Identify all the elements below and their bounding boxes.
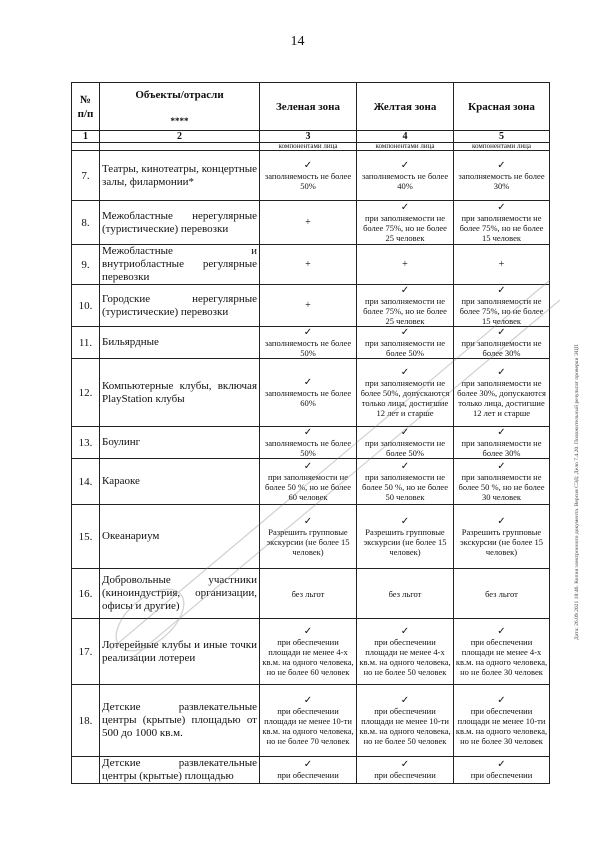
header-objects-note: **** [170,116,189,126]
column-index: 2 [100,131,260,143]
zone-condition-text: при заполняемости не более 30% [461,337,542,358]
green-zone-cell [260,757,357,784]
row-number: 18. [72,685,100,757]
checkmark-icon: ✓ [303,694,313,706]
red-zone-cell [454,359,550,427]
checkmark-icon: ✓ [400,515,410,527]
checkmark-icon: ✓ [497,694,506,706]
red-zone-cell [454,685,550,757]
object-name: Компьютерные клубы, включая PlayStation клубы [100,359,260,427]
yellow-zone-cell [357,505,454,569]
zone-condition-text: при обеспечении площади не менее 4-х кв.м. на одного человека, но не более 60 человек [262,636,354,677]
checkmark-icon: ✓ [303,426,313,438]
green-zone-cell [260,459,357,505]
red-zone-cell [454,201,550,245]
zone-condition-text: при заполняемости не более 50% [365,337,445,358]
zone-condition-text: при обеспечении площади не менее 4-х кв.м. на одного человека, но не более 30 человек [455,636,548,677]
checkmark-icon: ✓ [497,326,506,338]
checkmark-icon: ✓ [400,460,410,472]
zone-condition-text: при заполняемости не более 30%, допускаются только лица, достигшие 12 лет и старше [457,377,546,418]
checkmark-icon: ✓ [303,759,313,770]
zone-condition-text: заполняемость не более 50% [264,437,352,458]
zone-condition-text: при обеспечении [277,770,339,780]
zone-condition-text: при заполняемости не более 75%, но не более 25 человек [363,295,447,326]
red-zone-cell [454,427,550,459]
row-number: 8. [72,201,100,245]
continuation-text: компонентами лица [260,143,357,151]
checkmark-icon: ✓ [400,366,410,378]
zone-condition-text: при заполняемости не более 75%, но не более 15 человек [459,295,544,326]
table-row [72,245,550,285]
yellow-zone-cell [357,685,454,757]
zone-condition-text: при заполняемости не более 50 %, но не более 30 человек [458,471,545,502]
yellow-zone-cell [357,569,454,619]
row-number: 11. [72,327,100,359]
green-zone-cell [260,151,357,201]
table-row [72,151,550,201]
zone-condition-text: без льгот [291,588,325,599]
column-index: 4 [357,131,454,143]
red-zone-cell [454,505,550,569]
row-number: 13. [72,427,100,459]
row-number: 17. [72,619,100,685]
zone-condition-text: + [305,217,311,228]
zone-condition-text: при обеспечении [374,770,436,780]
row-number: 15. [72,505,100,569]
zone-condition-text: заполняемость не более 40% [361,170,449,191]
yellow-zone-cell [357,327,454,359]
table-row [72,619,550,685]
object-name: Городские нерегулярные (туристические) перевозки [100,285,260,327]
checkmark-icon: ✓ [400,201,410,213]
zone-condition-text: при заполняемости не более 50% [365,437,445,458]
zone-condition-text: при заполняемости не более 50%, допускаются только лица, достигшие 12 лет и старше [360,377,450,418]
continuation-text: компонентами лица [357,143,454,151]
header-objects [100,83,260,131]
object-name: Лотерейные клубы и иные точки реализации лотереи [100,619,260,685]
column-index: 5 [454,131,550,143]
checkmark-icon: ✓ [497,515,506,527]
red-zone-cell [454,327,550,359]
header-number: № п/п [72,83,100,131]
green-zone-cell [260,427,357,459]
zone-condition-text: при заполняемости не более 50 %, но не более 60 человек [265,471,351,502]
header-green-zone: Зеленая зона [260,83,357,131]
continuation-row [72,143,550,151]
page-number: 14 [290,34,305,49]
checkmark-icon: ✓ [400,426,410,438]
yellow-zone-cell [357,285,454,327]
zone-condition-text: при обеспечении площади не менее 10-ти кв.м. на одного человека, но не более 70 человек [262,705,354,746]
table-row [72,201,550,245]
checkmark-icon: ✓ [400,159,410,171]
zone-condition-text: + [498,259,505,270]
checkmark-icon: ✓ [497,159,506,171]
green-zone-cell [260,327,357,359]
green-zone-cell [260,359,357,427]
green-zone-cell [260,619,357,685]
red-zone-cell [454,151,550,201]
zone-condition-text: при заполняемости не более 75%, но не более 25 человек [363,212,447,243]
zone-condition-text: заполняемость не более 50% [264,170,352,191]
table-row [72,359,550,427]
zone-condition-text: при обеспечении площади не менее 10-ти кв.м. на одного человека, но не более 30 человек [455,705,548,746]
yellow-zone-cell [357,459,454,505]
yellow-zone-cell [357,619,454,685]
zone-condition-text: при обеспечении площади не менее 10-ти кв.м. на одного человека, но не более 50 человек [359,705,451,746]
object-name: Детские развлекательные центры (крытые) площадью [100,757,260,784]
red-zone-cell [454,569,550,619]
row-number [72,757,100,784]
zone-condition-text: заполняемость не более 30% [458,170,545,191]
continuation-text: компонентами лица [454,143,550,151]
row-number: 10. [72,285,100,327]
zone-condition-text: Разрешить групповые экскурсии (не более 15 человек) [363,526,447,557]
column-index: 1 [72,131,100,143]
checkmark-icon: ✓ [400,694,410,706]
checkmark-icon: ✓ [497,201,506,213]
object-name: Караоке [100,459,260,505]
object-name: Океанариум [100,505,260,569]
row-number: 9. [72,245,100,285]
checkmark-icon: ✓ [497,460,506,472]
red-zone-cell [454,757,550,784]
zone-condition-text: + [305,300,311,311]
header-objects-title: Объекты/отрасли [135,89,224,101]
zone-condition-text: заполняемость не более 60% [264,387,352,408]
row-number: 7. [72,151,100,201]
zone-condition-text: без льгот [485,588,518,599]
object-name: Межобластные нерегулярные (туристические) перевозки [100,201,260,245]
green-zone-cell [260,569,357,619]
checkmark-icon: ✓ [497,426,506,438]
zone-condition-text: Разрешить групповые экскурсии (не более 15 человек) [460,526,543,557]
red-zone-cell [454,619,550,685]
yellow-zone-cell [357,201,454,245]
red-zone-cell [454,285,550,327]
green-zone-cell [260,685,357,757]
object-name: Театры, кинотеатры, концертные залы, филармонии* [100,151,260,201]
zone-condition-text: при обеспечении площади не менее 4-х кв.м. на одного человека, но не более 50 человек [359,636,451,677]
checkmark-icon: ✓ [400,284,410,296]
table-row [72,427,550,459]
zone-condition-text: при обеспечении [470,770,533,780]
yellow-zone-cell [357,151,454,201]
object-name: Межобластные и внутриобластные регулярные перевозки [100,245,260,285]
header-red-zone: Красная зона [454,83,550,131]
table-row [72,505,550,569]
column-index: 3 [260,131,357,143]
table-row [72,685,550,757]
side-note: Дата: 26.09.2021 18:46. Копия электронного документа. Версия СЭД: Дело 7.4.20. Положительный результат проверки ЭЦП [574,344,580,640]
row-number: 14. [72,459,100,505]
zone-condition-text: заполняемость не более 50% [264,337,352,358]
checkmark-icon: ✓ [497,625,506,637]
zone-condition-text: без льгот [388,588,422,599]
table-row [72,569,550,619]
zone-condition-text: + [402,259,408,270]
checkmark-icon: ✓ [497,366,506,378]
checkmark-icon: ✓ [303,515,313,527]
table-row [72,757,550,784]
yellow-zone-cell [357,757,454,784]
table-row [72,285,550,327]
checkmark-icon: ✓ [400,326,410,338]
zone-condition-text: при заполняемости не более 50 %, но не более 50 человек [362,471,448,502]
yellow-zone-cell [357,427,454,459]
checkmark-icon: ✓ [303,460,313,472]
row-number: 12. [72,359,100,427]
checkmark-icon: ✓ [497,759,506,770]
zone-condition-text: при заполняемости не более 30% [461,437,542,458]
checkmark-icon: ✓ [303,376,313,388]
green-zone-cell [260,201,357,245]
zone-condition-text: Разрешить групповые экскурсии (не более 15 человек) [266,526,350,557]
red-zone-cell [454,459,550,505]
green-zone-cell [260,285,357,327]
yellow-zone-cell [357,245,454,285]
regulation-table [71,82,550,784]
yellow-zone-cell [357,359,454,427]
checkmark-icon: ✓ [400,759,410,770]
checkmark-icon: ✓ [400,625,410,637]
zone-condition-text: при заполняемости не более 75%, но не более 15 человек [459,212,544,243]
green-zone-cell [260,505,357,569]
table-row [72,327,550,359]
checkmark-icon: ✓ [303,159,313,171]
table-row [72,459,550,505]
header-yellow-zone: Желтая зона [357,83,454,131]
table-header-row [72,83,550,131]
checkmark-icon: ✓ [497,284,506,296]
zone-condition-text: + [305,259,311,270]
red-zone-cell [454,245,550,285]
object-name: Боулинг [100,427,260,459]
row-number: 16. [72,569,100,619]
object-name: Бильярдные [100,327,260,359]
checkmark-icon: ✓ [303,625,313,637]
object-name: Добровольные участники (киноиндустрия, организации, офисы и другие) [100,569,260,619]
checkmark-icon: ✓ [303,326,313,338]
green-zone-cell [260,245,357,285]
object-name: Детские развлекательные центры (крытые) площадью от 500 до 1000 кв.м. [100,685,260,757]
column-index-row [72,131,550,143]
